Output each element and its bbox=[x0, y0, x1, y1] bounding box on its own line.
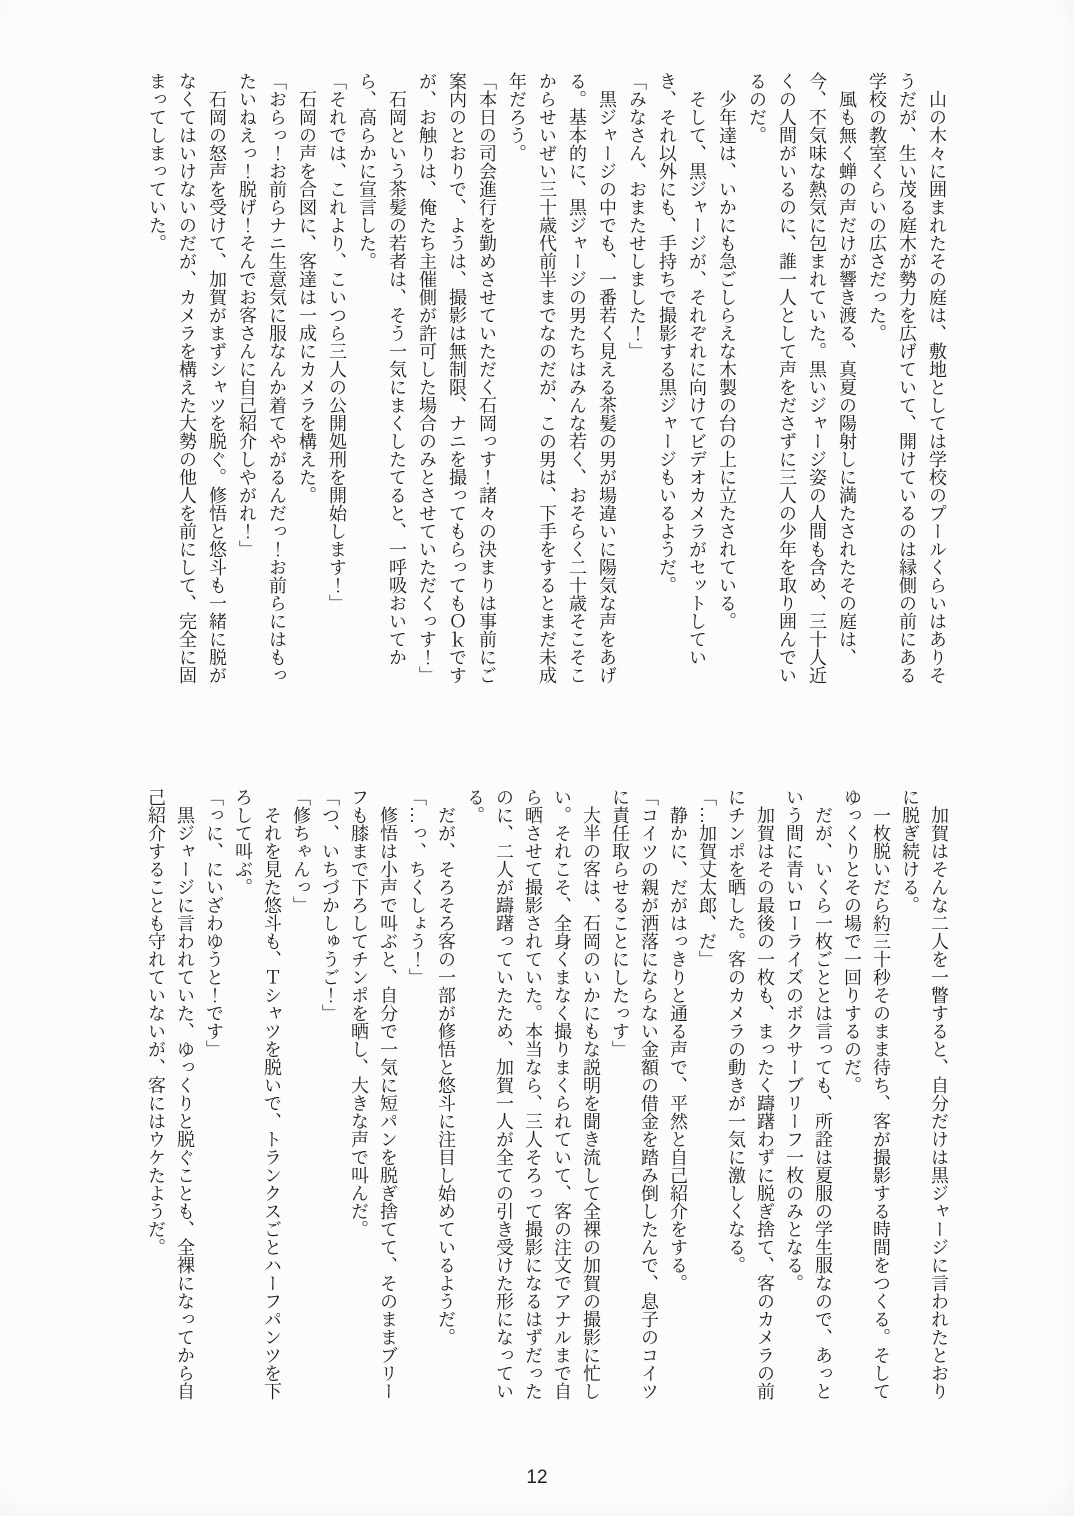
paragraph: それを見た悠斗も、Ｔシャツを脱いで、トランクスごとハーフパンツを下ろして叫ぶ。 bbox=[233, 788, 282, 1400]
paragraph: 少年達は、いかにも急ごしらえな木製の台の上に立たされている。 bbox=[717, 72, 737, 630]
paragraph: 静かに、だがはっきりと通る声で、平然と自己紹介をする。 bbox=[668, 788, 688, 1292]
paragraph: 「おらっ！お前らナニ生意気に服なんか着てやがるんだっ！お前らにはもったいねえっ！脱げ！そんでお客さんに自己紹介しやがれ！」 bbox=[237, 72, 287, 684]
paragraph: 石岡の声を合図に、客達は一成にカメラを構えた。 bbox=[297, 72, 317, 504]
paragraph: 「それでは、これより、こいつら三人の公開処刑を開始します！」 bbox=[327, 72, 347, 612]
paragraph: 「…加賀丈太郎、だ」 bbox=[697, 788, 717, 968]
paragraph: 「本日の司会進行を勤めさせていただく石岡っす！諸々の決まりは事前にご案内のとおりで、ようは、撮影は無制限、ナニを撮ってもらってもＯｋですが、お触りは、俺たち主催側が許可した場合のみとさせていただくっす！」 bbox=[417, 72, 497, 684]
paragraph: 「みなさん、おまたせしました！」 bbox=[627, 72, 647, 360]
paragraph: 石岡という茶髪の若者は、そう一気にまくしたてると、一呼吸おいてから、高らかに宣言した。 bbox=[357, 72, 407, 666]
paragraph: 「…っ、ちくしょう！」 bbox=[407, 788, 427, 986]
paragraph: 「修ちゃんっ」 bbox=[291, 788, 311, 914]
paragraph: 黒ジャージに言われていた、ゆっくりと脱ぐことも、全裸になってから自己紹介することも守れていないが、客にはウケたようだ。 bbox=[146, 788, 195, 1400]
paragraph: 「つ、いちづかしゅうご！」 bbox=[320, 788, 340, 1022]
paragraph: 石岡の怒声を受けて、加賀がまずシャツを脱ぐ。修悟と悠斗も一緒に脱がなくてはいけないのだが、カメラを構えた大勢の他人を前にして、完全に固まってしまっていた。 bbox=[147, 72, 227, 684]
paragraph: 「っに、にいざわゆうと！です」 bbox=[204, 788, 224, 1058]
paragraph: 一枚脱いだら約三十秒そのまま待ち、客が撮影する時間をつくる。そしてゆっくりとその場で一回りするのだ。 bbox=[842, 788, 891, 1400]
text-block-top bbox=[142, 72, 952, 684]
paragraph: 黒ジャージの中でも、一番若く見える茶髪の男が場違いに陽気な声をあげる。基本的に、黒ジャージの男たちはみんな若く、おそらく二十歳そこそこからせいぜい三十歳代前半までなのだが、この男は、下手をするとまだ未成年だろう。 bbox=[507, 72, 617, 684]
text-block-bottom bbox=[141, 788, 953, 1400]
paragraph: 加賀はその最後の一枚も、まったく躊躇わずに脱ぎ捨て、客のカメラの前にチンポを晒した。客のカメラの動きが一気に激しくなる。 bbox=[726, 788, 775, 1400]
paragraph: だが、そろそろ客の一部が修悟と悠斗に注目し始めているようだ。 bbox=[436, 788, 456, 1346]
paragraph: だが、いくら一枚ごととは言っても、所詮は夏服の学生服なので、あっという間に青いローライズのボクサーブリーフ一枚のみとなる。 bbox=[784, 788, 833, 1400]
page-number: 12 bbox=[526, 1467, 548, 1488]
paragraph: 「コイツの親が洒落にならない金額の借金を踏み倒したんで、息子のコイツに責任取らせることにしたっす」 bbox=[610, 788, 659, 1400]
paragraph: 風も無く蝉の声だけが響き渡る、真夏の陽射しに満たされたその庭は、今、不気味な熱気に包まれていた。黒いジャージ姿の人間も含め、三十人近くの人間がいるのに、誰一人として声をださずに三人の少年を取り囲んでいるのだ。 bbox=[747, 72, 857, 684]
paragraph: 山の木々に囲まれたその庭は、敷地としては学校のプールくらいはありそうだが、生い茂る庭木が勢力を広げていて、開けているのは縁側の前にある学校の教室くらいの広さだった。 bbox=[867, 72, 947, 684]
paragraph: 大半の客は、石岡のいかにもな説明を聞き流して全裸の加賀の撮影に忙しい。それこそ、全身くまなく撮りまくられていて、客の注文でアナルまで自ら晒させて撮影されていた。本当なら、三人そろって撮影になるはずだったのに、二人が躊躇っていたため、加賀一人が全ての引き受けた形になっている。 bbox=[465, 788, 601, 1400]
paragraph: 加賀はそんな二人を一瞥すると、自分だけは黒ジャージに言われたとおりに脱ぎ続ける。 bbox=[900, 788, 949, 1400]
paragraph: 修悟は小声で叫ぶと、自分で一気に短パンを脱ぎ捨てて、そのままブリーフも膝まで下ろしてチンポを晒し、大きな声で叫んだ。 bbox=[349, 788, 398, 1400]
paragraph: そして、黒ジャージが、それぞれに向けてビデオカメラがセットしていき、それ以外にも、手持ちで撮影する黒ジャージもいるようだ。 bbox=[657, 72, 707, 666]
